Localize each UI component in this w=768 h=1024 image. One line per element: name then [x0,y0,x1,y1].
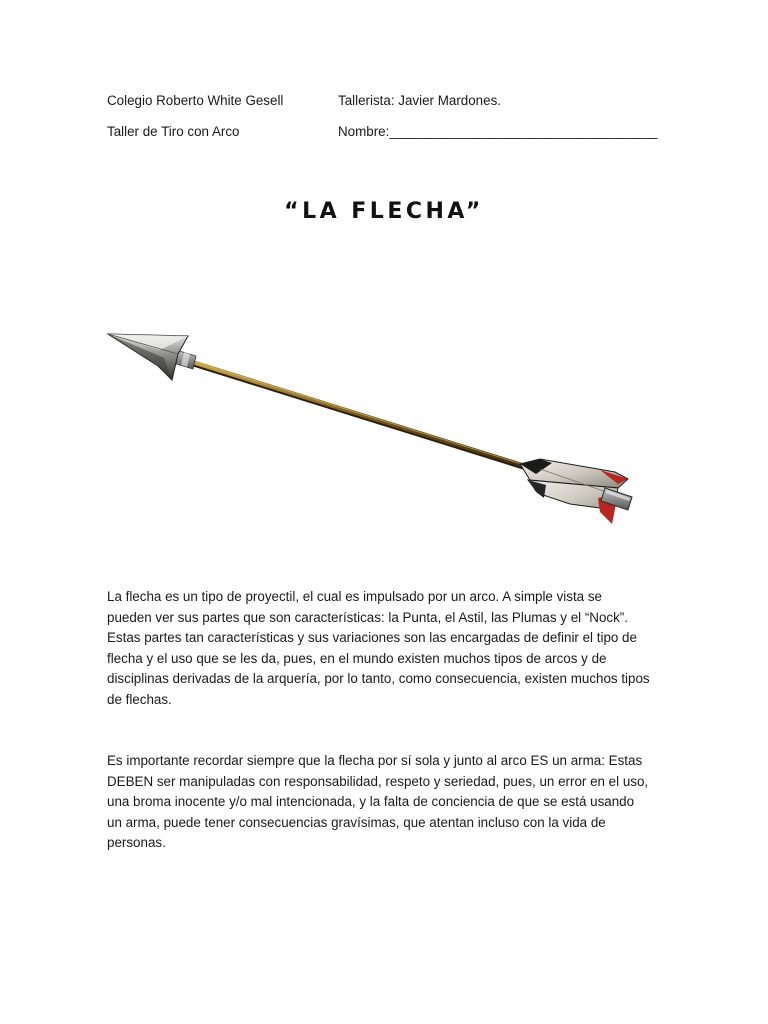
paragraph-line: un arma, puede tener consecuencias gravísimas, que atentan incluso con la vida de [107,814,606,830]
document-title: “LA FLECHA” [284,199,484,224]
arrow-illustration [100,322,650,537]
paragraph-line: una broma inocente y/o mal intencionada, y la falta de conciencia de que se está usando [107,794,635,809]
paragraph-line: de flechas. [107,691,172,707]
paragraph-line: personas. [107,835,166,850]
paragraph-line: La flecha es un tipo de proyectil, el cual es impulsado por un arco. A simple vista se [107,589,602,604]
paragraph-line: pueden ver sus partes que son características: la Punta, el Astil, las Plumas y el “Nock”. [107,609,628,625]
paragraph-safety [107,751,667,854]
paragraph-line: DEBEN ser manipuladas con responsabilidad, respeto y seriedad, pues, un error en el uso, [107,773,649,789]
paragraph-line: Estas partes tan características y sus variaciones son las encargadas de definir el tipo de [107,630,637,645]
school-name: Colegio Roberto White Gesell [107,93,284,108]
paragraph-line: Es importante recordar siempre que la flecha por sí sola y junto al arco ES un arma: Estas [107,753,643,768]
paragraph-line: disciplinas derivadas de la arquería, por lo tanto, como consecuencia, existen muchos tipos [107,671,650,686]
paragraph-intro [107,587,667,710]
instructor-name: Tallerista: Javier Mardones. [338,93,501,108]
student-name-field: Nombre:____________________________________ [338,124,658,139]
arrow-head [108,334,188,380]
workshop-name: Taller de Tiro con Arco [107,124,240,139]
paragraph-line: flecha y el uso que se les da, pues, en el mundo existen muchos tipos de arcos y de [107,650,607,666]
